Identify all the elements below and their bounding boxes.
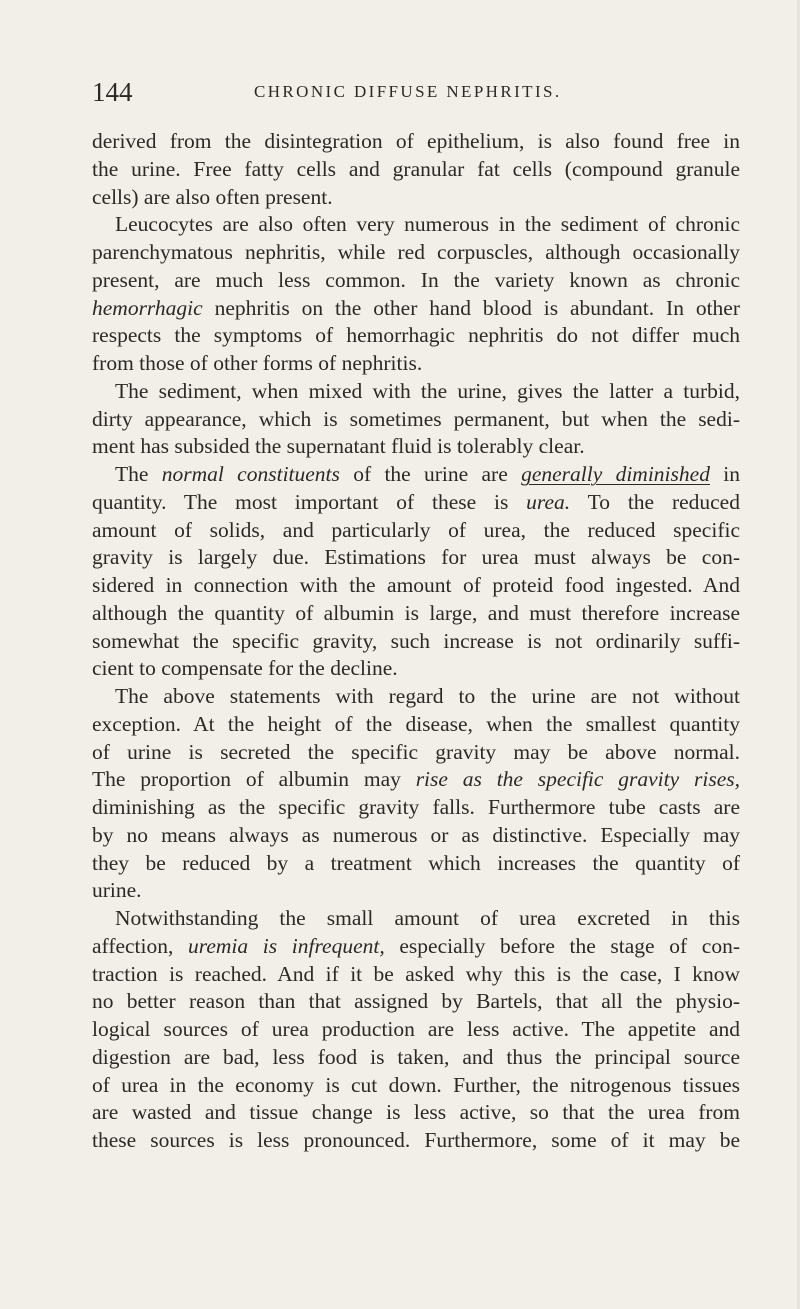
text-run: amount of solids, and particularly of urea, the reduced specific	[92, 517, 740, 542]
text-run: of urine is secreted the specific gravity may be above normal.	[92, 739, 740, 764]
text-line	[92, 267, 740, 295]
text-line	[92, 822, 740, 850]
text-run: they be reduced by a treatment which increases the quantity of	[92, 850, 740, 875]
text-line	[92, 517, 740, 545]
text-run: diminishing as the specific gravity falls. Furthermore tube casts are	[92, 795, 740, 819]
text-run: The	[115, 462, 162, 486]
body-text	[92, 128, 740, 1155]
text-run: by no means always as numerous or as distinctive. Especially may	[92, 822, 740, 847]
text-run: ment has subsided the supernatant fluid is tolerably clear.	[92, 434, 585, 459]
page-number: 144	[92, 77, 133, 107]
text-line	[92, 794, 740, 822]
text-line	[92, 544, 740, 572]
text-line	[92, 905, 740, 933]
text-run: of urea in the economy is cut down. Further, the nitrogenous tissues	[92, 1072, 740, 1097]
text-run: although the quantity of albumin is large, and must therefore increase	[92, 600, 740, 625]
text-line	[92, 1016, 740, 1044]
text-line	[92, 711, 740, 739]
text-line	[92, 850, 740, 878]
text-run: present, are much less common. In the variety known as chronic	[92, 267, 740, 292]
text-run: affection,	[92, 933, 189, 958]
text-line	[92, 655, 740, 683]
text-line	[92, 1044, 740, 1072]
text-line	[92, 628, 740, 656]
text-run: urine.	[92, 878, 142, 903]
text-line	[92, 211, 740, 239]
text-line	[92, 406, 740, 434]
text-run: nephritis on the other hand blood is abundant. In other	[202, 295, 740, 320]
text-run: The proportion of albumin may	[92, 767, 416, 792]
text-line	[92, 433, 740, 461]
text-line	[92, 988, 740, 1016]
text-line	[92, 295, 740, 323]
text-run: especially before the stage of con-	[384, 933, 740, 958]
text-run: from those of other forms of nephritis.	[92, 351, 423, 375]
italic-phrase: urea.	[526, 489, 571, 514]
italic-phrase: normal constituents	[161, 462, 340, 486]
italic-phrase: rise as the specific gravity rises,	[415, 767, 740, 792]
text-run: sidered in connection with the amount of proteid food ingested. And	[92, 573, 740, 597]
text-run: no better reason than that assigned by Bartels, that all the physio-	[92, 989, 740, 1014]
text-run: digestion are bad, less food is taken, and thus the principal source	[92, 1044, 740, 1069]
italic-phrase: hemorrhagic	[92, 295, 203, 320]
text-run: cient to compensate for the decline.	[92, 656, 398, 681]
text-line	[92, 572, 740, 600]
text-run: derived from the disintegration of epithelium, is also found free in	[92, 129, 740, 153]
text-run: logical sources of urea production are less active. The appetite and	[92, 1017, 740, 1041]
text-run: the urine. Free fatty cells and granular fat cells (compound granule	[92, 156, 740, 181]
running-head: CHRONIC DIFFUSE NEPHRITIS.	[254, 82, 562, 101]
text-line	[92, 128, 740, 156]
text-line	[92, 489, 740, 517]
text-line	[92, 239, 740, 267]
text-line	[92, 350, 740, 378]
text-run: gravity is largely due. Estimations for urea must always be con-	[92, 545, 740, 570]
text-run: To the reduced	[570, 489, 740, 514]
italic-phrase: uremia is infrequent,	[188, 933, 385, 958]
text-run: dirty appearance, which is sometimes permanent, but when the sedi-	[92, 406, 740, 431]
text-run: of the urine are	[339, 462, 522, 486]
text-line	[92, 1072, 740, 1100]
text-line	[92, 322, 740, 350]
text-run: are wasted and tissue change is less active, so that the urea from	[92, 1100, 740, 1125]
text-line	[92, 461, 740, 489]
text-run: in	[709, 462, 740, 486]
text-run: The sediment, when mixed with the urine, gives the latter a turbid,	[115, 378, 740, 403]
text-run: traction is reached. And if it be asked why this is the case, I know	[92, 961, 740, 986]
text-run: parenchymatous nephritis, while red corpuscles, although occasionally	[92, 240, 740, 264]
underlined-italic-phrase: generally diminished	[521, 462, 710, 486]
text-line	[92, 766, 740, 794]
text-line	[92, 156, 740, 184]
text-line	[92, 933, 740, 961]
text-line	[92, 739, 740, 767]
page-header	[92, 74, 740, 110]
text-line	[92, 961, 740, 989]
text-line	[92, 184, 740, 212]
text-run: Leucocytes are also often very numerous in the sediment of chronic	[115, 212, 740, 237]
text-run: quantity. The most important of these is	[92, 489, 527, 514]
text-line	[92, 1127, 740, 1155]
text-run: these sources is less pronounced. Furthermore, some of it may be	[92, 1128, 740, 1152]
text-run: exception. At the height of the disease, when the smallest quantity	[92, 711, 740, 736]
text-run: cells) are also often present.	[92, 184, 333, 209]
text-line	[92, 683, 740, 711]
text-run: somewhat the specific gravity, such increase is not ordinarily suffi-	[92, 628, 740, 653]
text-line	[92, 600, 740, 628]
text-line	[92, 378, 740, 406]
text-run: The above statements with regard to the urine are not without	[115, 684, 740, 708]
text-line	[92, 877, 740, 905]
text-run: respects the symptoms of hemorrhagic nephritis do not differ much	[92, 323, 740, 348]
text-run: Notwithstanding the small amount of urea excreted in this	[115, 906, 740, 930]
text-line	[92, 1099, 740, 1127]
